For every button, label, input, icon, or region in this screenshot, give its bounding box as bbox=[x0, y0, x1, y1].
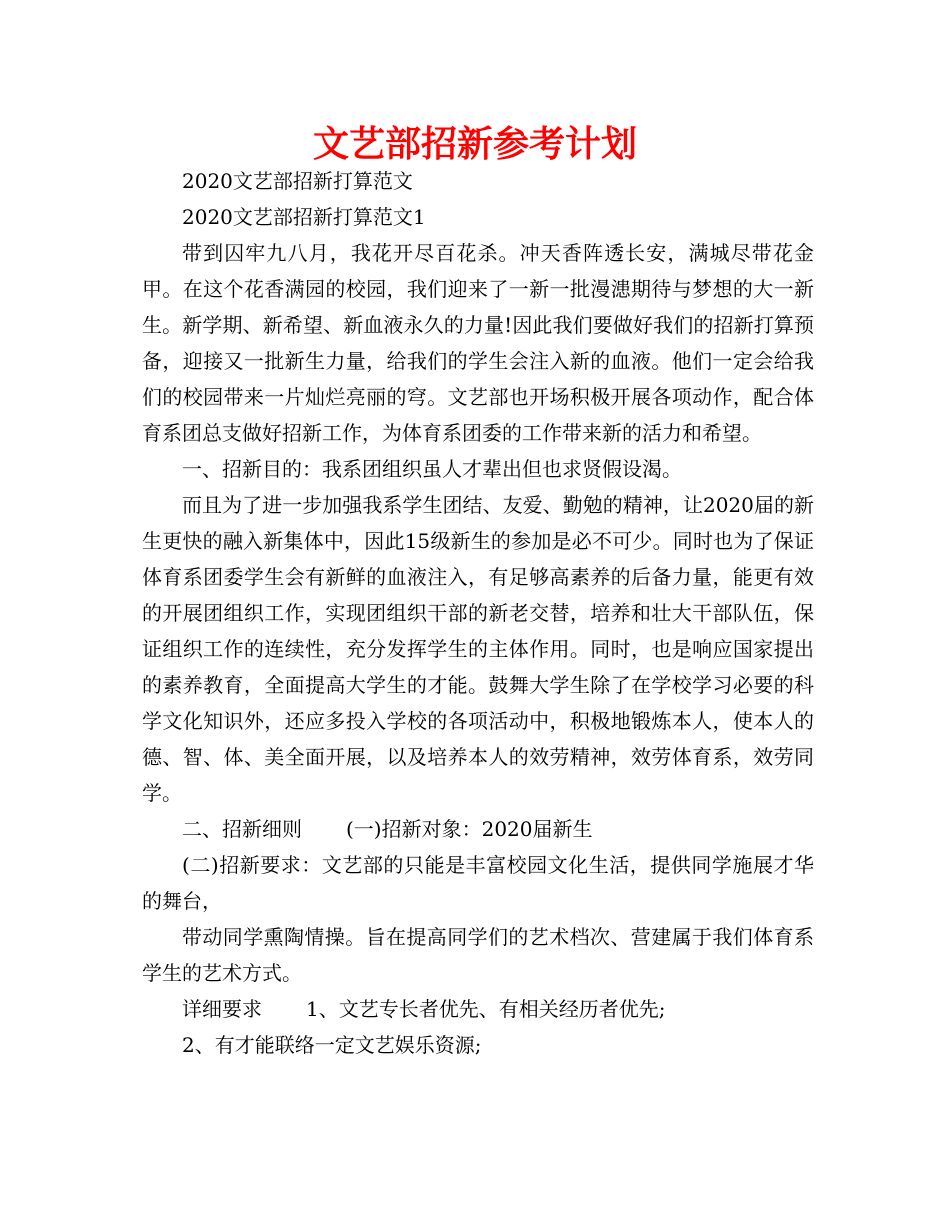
requirement-1: 1、文艺专长者优先、有相关经历者优先; bbox=[306, 997, 666, 1021]
paragraph-purpose-body: 而且为了进一步加强我系学生团结、友爱、勤勉的精神，让2020届的新生更快的融入新集体中，因此15级新生的参加是必不可少。同时也为了保证体育系团委学生会有新鲜的血液注入，有足够高素养的后备力量，能更有效的开展团组织工作，实现团组织干部的新老交替，培养和壮大干部队伍，保证组织工作的连续性，充分发挥学生的主体作用。同时，也是响应国家提出的素养教育，全面提高大学生的才能。鼓舞大学生除了在学校学习必要的科学文化知识外，还应多投入学校的各项活动中，积极地锻炼本人，使本人的德、智、体、美全面开展，以及培养本人的效劳精神，效劳体育系，效劳同学。 bbox=[142, 493, 814, 805]
details-heading: 二、招新细则 bbox=[182, 817, 302, 841]
paragraph-purpose-heading: 一、招新目的：我系团组织虽人才辈出但也求贤假设渴。 bbox=[182, 457, 682, 481]
details-target: (一)招新对象：2020届新生 bbox=[346, 817, 593, 841]
paragraph-intro: 带到囚牢九八月，我花开尽百花杀。冲天香阵透长安，满城尽带花金甲。在这个花香满园的校园，我们迎来了一新一批漫漶期待与梦想的大一新生。新学期、新希望、新血液永久的力量!因此我们要做好我们的招新打算预备，迎接又一批新生力量，给我们的学生会注入新的血液。他们一定会给我们的校园带来一片灿烂亮丽的穹。文艺部也开场积极开展各项动作，配合体育系团总支做好招新工作，为体育系团委的工作带来新的活力和希望。 bbox=[142, 241, 814, 445]
paragraph-subtitle: 2020文艺部招新打算范文 bbox=[182, 169, 413, 193]
paragraph-requirement-2: 2、有才能联络一定文艺娱乐资源; bbox=[182, 1033, 482, 1057]
specific-heading: 详细要求 bbox=[182, 997, 262, 1021]
paragraph-requirements-intro: (二)招新要求：文艺部的只能是丰富校园文化生活，提供同学施展才华的舞台， bbox=[142, 853, 814, 913]
document-body bbox=[142, 163, 814, 1063]
paragraph-subtitle-1: 2020文艺部招新打算范文1 bbox=[182, 205, 426, 229]
document-title: 文艺部招新参考计划 bbox=[312, 123, 637, 165]
paragraph-details bbox=[142, 811, 814, 847]
paragraph-requirements-aim: 带动同学熏陶情操。旨在提高同学们的艺术档次、营建属于我们体育系学生的艺术方式。 bbox=[142, 925, 814, 985]
paragraph-specific bbox=[142, 991, 814, 1027]
